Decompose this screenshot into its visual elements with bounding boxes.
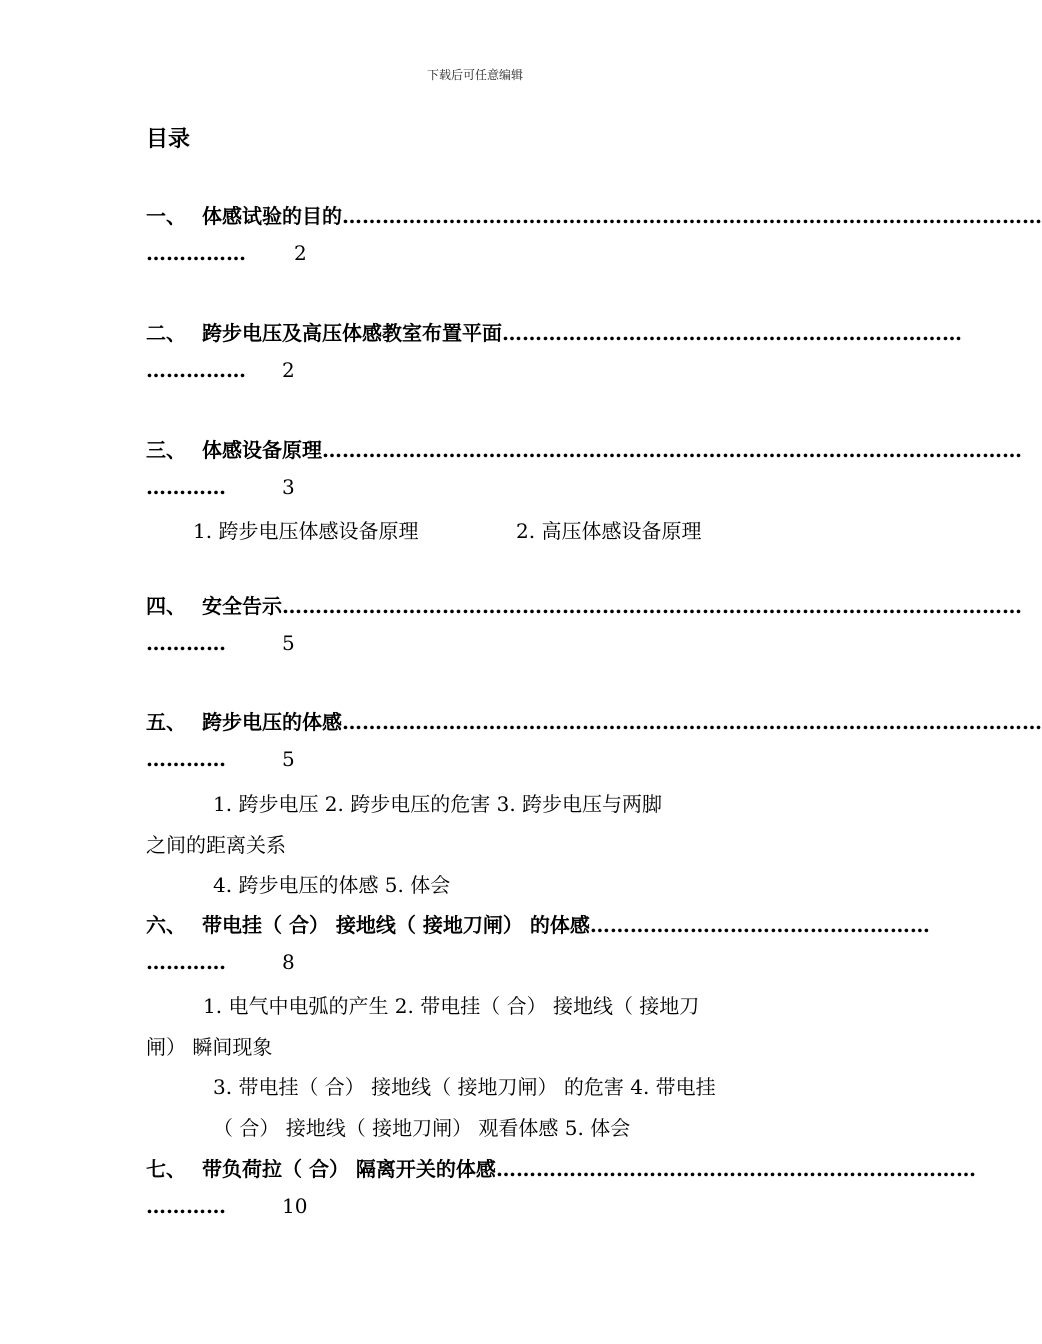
toc-entry-2[interactable] — [146, 317, 962, 346]
entry-title: 体感设备原理 — [202, 438, 322, 462]
entry-title: 跨步电压的体感 — [202, 710, 342, 734]
toc-entry-3-page-line — [146, 475, 295, 499]
entry-page-number: 2 — [294, 241, 307, 265]
entry-leader-dots: ………………………………………………………………………………………………… — [282, 594, 1022, 618]
entry-page-number: 2 — [282, 358, 295, 382]
toc-entry-5[interactable] — [146, 706, 1042, 735]
toc-entry-4-page-line — [146, 631, 295, 655]
toc-sub-5-line-3[interactable]: 4. 跨步电压的体感 5. 体会 — [213, 873, 451, 897]
entry-number: 二、 — [146, 321, 186, 345]
entry-number: 四、 — [146, 594, 186, 618]
entry-leader-dots: …………………………………………… — [589, 913, 930, 937]
toc-entry-1[interactable] — [146, 200, 1042, 229]
entry-page-number: 5 — [282, 631, 295, 655]
entry-number: 六、 — [146, 913, 186, 937]
entry-leader-dots-2: ………… — [146, 475, 226, 499]
toc-entry-3[interactable] — [146, 434, 1022, 463]
toc-sub-3-2[interactable]: 2. 高压体感设备原理 — [516, 519, 702, 543]
toc-sub-6-line-3[interactable]: 3. 带电挂（ 合） 接地线（ 接地刀闸） 的危害 4. 带电挂 — [213, 1075, 716, 1099]
toc-entry-7-page-line — [146, 1194, 308, 1218]
entry-leader-dots-2: …………… — [146, 241, 246, 265]
toc-entry-4[interactable] — [146, 590, 1022, 619]
toc-entry-6[interactable] — [146, 909, 930, 938]
entry-page-number: 3 — [282, 475, 295, 499]
entry-leader-dots: …………………………………………………………………………………………… — [322, 438, 1022, 462]
entry-leader-dots-2: ………… — [146, 950, 226, 974]
entry-leader-dots-2: ………… — [146, 1194, 226, 1218]
toc-title: 目录 — [146, 126, 191, 152]
toc-sub-6-line-4[interactable]: （ 合） 接地线（ 接地刀闸） 观看体感 5. 体会 — [213, 1116, 631, 1140]
toc-entry-2-page-line — [146, 358, 295, 382]
toc-sub-6-line-1[interactable]: 1. 电气中电弧的产生 2. 带电挂（ 合） 接地线（ 接地刀 — [203, 994, 700, 1018]
toc-sub-3-1[interactable]: 1. 跨步电压体感设备原理 — [193, 519, 419, 543]
entry-page-number: 10 — [282, 1194, 308, 1218]
entry-leader-dots: …………………………………………………………………………………………… — [342, 710, 1042, 734]
entry-page-number: 5 — [282, 747, 295, 771]
entry-number: 三、 — [146, 438, 186, 462]
entry-leader-dots-2: ………… — [146, 631, 226, 655]
toc-entry-5-page-line — [146, 747, 295, 771]
toc-entry-6-page-line — [146, 950, 295, 974]
entry-leader-dots-2: ………… — [146, 747, 226, 771]
toc-sub-6-line-2[interactable]: 闸） 瞬间现象 — [146, 1035, 273, 1059]
entry-title: 带电挂（ 合） 接地线（ 接地刀闸） 的体感 — [202, 913, 590, 937]
entry-page-number: 8 — [282, 950, 295, 974]
page-header-note: 下载后可任意编辑 — [426, 68, 523, 82]
entry-title: 跨步电压及高压体感教室布置平面 — [202, 321, 502, 345]
entry-number: 一、 — [146, 204, 186, 228]
entry-number: 七、 — [146, 1157, 186, 1181]
toc-sub-5-line-1[interactable]: 1. 跨步电压 2. 跨步电压的危害 3. 跨步电压与两脚 — [213, 792, 663, 816]
entry-leader-dots: …………………………………………………………………………………………… — [342, 204, 1042, 228]
toc-entry-7[interactable] — [146, 1153, 976, 1182]
toc-entry-1-page-line — [146, 241, 307, 265]
toc-sub-5-line-2[interactable]: 之间的距离关系 — [146, 833, 286, 857]
entry-title: 安全告示 — [202, 594, 282, 618]
entry-title: 带负荷拉（ 合） 隔离开关的体感 — [202, 1157, 496, 1181]
entry-leader-dots: …………………………………………………………… — [502, 321, 962, 345]
entry-leader-dots: ……………………………………………………………… — [495, 1157, 976, 1181]
entry-leader-dots-2: …………… — [146, 358, 246, 382]
entry-number: 五、 — [146, 710, 186, 734]
entry-title: 体感试验的目的 — [202, 204, 342, 228]
